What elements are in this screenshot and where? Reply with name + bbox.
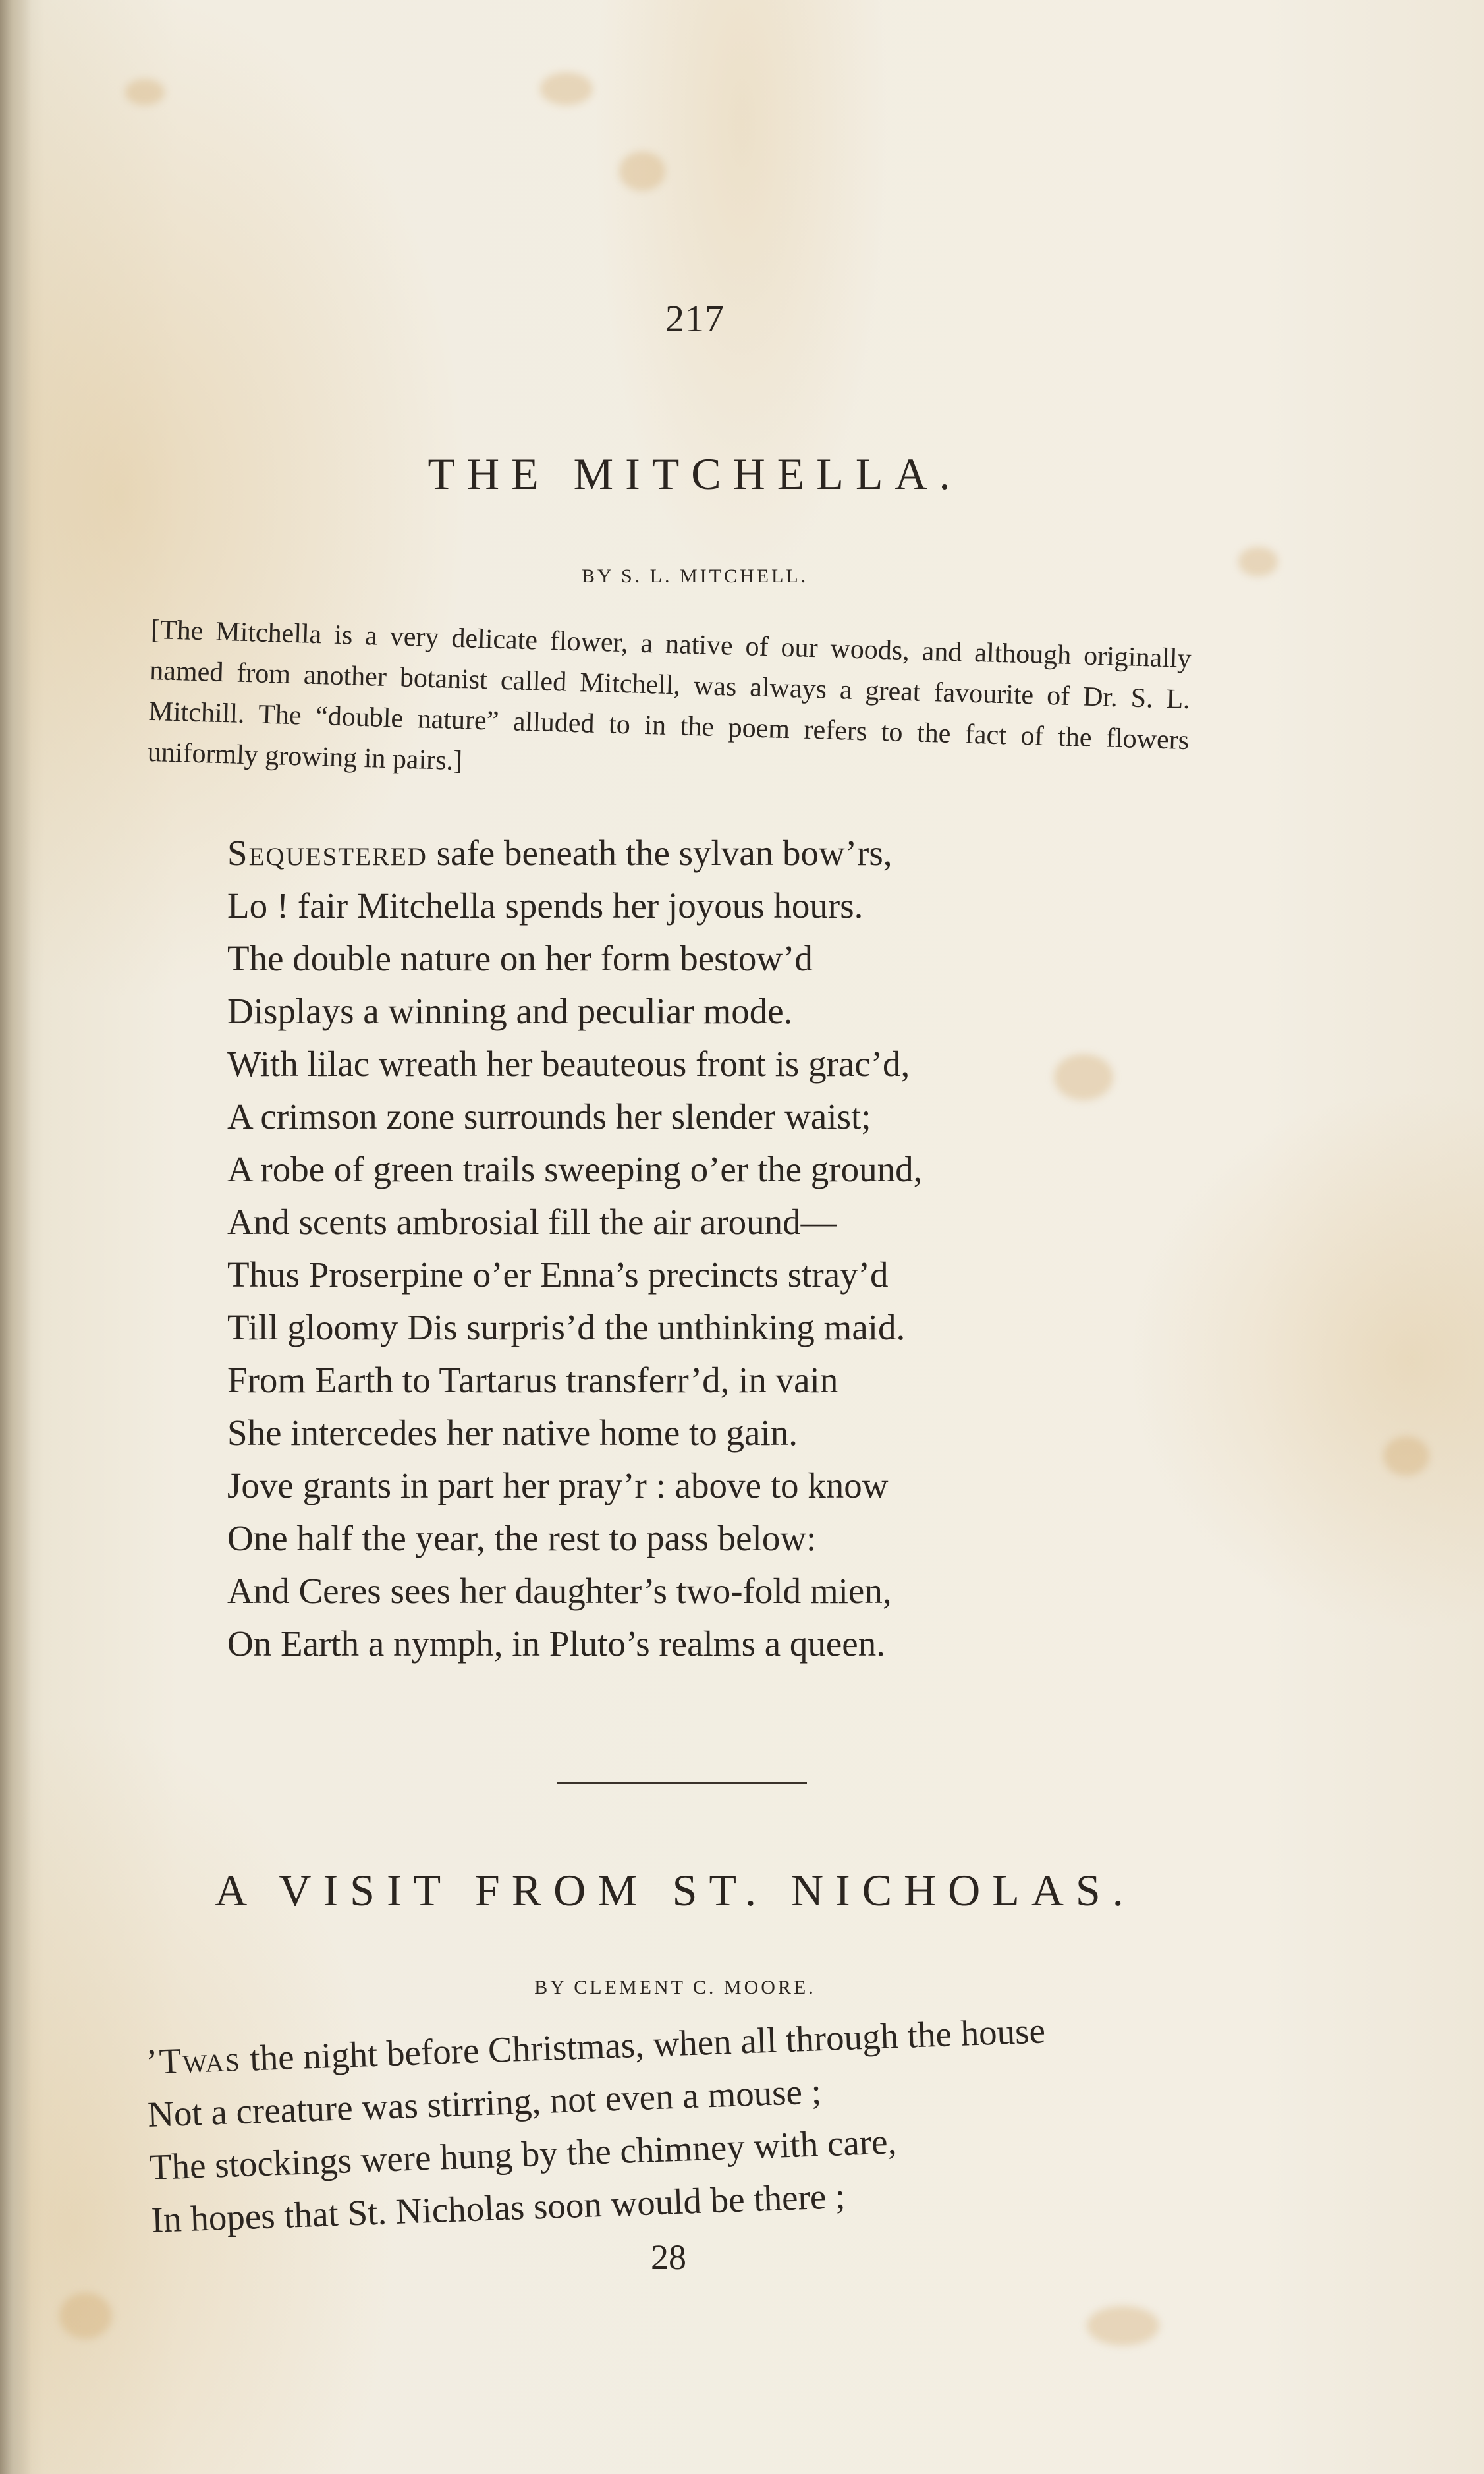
poem-line: A robe of green trails sweeping o’er the ground, — [227, 1149, 923, 1189]
first-line-text: safe beneath the sylvan bow’rs, — [427, 833, 893, 873]
foxing-stain — [1383, 1436, 1429, 1476]
poem-line: With lilac wreath her beauteous front is grac’d, — [227, 1044, 910, 1084]
foxing-stain — [1087, 2306, 1159, 2346]
poem-line: Not a creature was stirring, not even a mouse ; — [147, 2071, 822, 2135]
foxing-stain — [619, 152, 665, 191]
poem-line: In hopes that St. Nicholas soon would be there ; — [150, 2176, 846, 2240]
poem-line: And scents ambrosial fill the air around— — [227, 1202, 837, 1242]
foxing-stain — [1054, 1054, 1113, 1100]
editorial-note: [The Mitchella is a very delicate flower, a native of our woods, and although originally named from another botanist called Mitchell, was always a great favourite of Dr. S. L. Mitchill. The “double nature” alluded to in the poem refers to the fact of the flowers uniformly growing in pairs.] — [147, 614, 1192, 777]
poem-line: One half the year, the rest to pass below: — [227, 1518, 817, 1558]
poem-line: Thus Proserpine o’er Enna’s precincts stray’d — [227, 1254, 889, 1295]
signature-mark: 28 — [651, 2237, 686, 2277]
first-word-small-caps: Sequestered — [227, 833, 427, 873]
poem-line: On Earth a nymph, in Pluto’s realms a queen. — [227, 1623, 885, 1664]
section-divider — [557, 1782, 807, 1784]
poem-line: The double nature on her form bestow’d — [227, 938, 813, 978]
poem-line: Jove grants in part her pray’r : above to know — [227, 1465, 889, 1505]
poem-line: The stockings were hung by the chimney with care, — [148, 2121, 898, 2187]
first-word-small-caps: ’Twas — [145, 2038, 242, 2082]
poem-line: And Ceres sees her daughter’s two-fold mien, — [227, 1571, 892, 1611]
foxing-stain — [540, 72, 593, 105]
first-line-text: the night before Christmas, when all through the house — [240, 2010, 1046, 2079]
poem-line: From Earth to Tartarus transferr’d, in vain — [227, 1360, 838, 1400]
foxing-stain — [125, 79, 165, 105]
poem-stanza — [227, 827, 922, 1670]
poem-title: A VISIT FROM ST. NICHOLAS. — [215, 1865, 1136, 1915]
poem-line: Till gloomy Dis surpris’d the unthinking maid. — [227, 1307, 906, 1347]
poem-line — [227, 827, 922, 880]
page-gutter — [0, 0, 32, 2474]
poem-byline: BY CLEMENT C. MOORE. — [534, 1977, 816, 1998]
poem-line: Lo ! fair Mitchella spends her joyous hours. — [227, 886, 864, 926]
poem-stanza — [145, 2004, 1052, 2246]
foxing-stain — [59, 2293, 112, 2339]
page-number: 217 — [665, 297, 725, 340]
poem-line: Displays a winning and peculiar mode. — [227, 991, 793, 1031]
poem-line: She intercedes her native home to gain. — [227, 1413, 798, 1453]
poem-title: THE MITCHELLA. — [427, 449, 962, 499]
poem-line: A crimson zone surrounds her slender waist; — [227, 1096, 871, 1137]
poem-byline: BY S. L. MITCHELL. — [581, 565, 809, 587]
